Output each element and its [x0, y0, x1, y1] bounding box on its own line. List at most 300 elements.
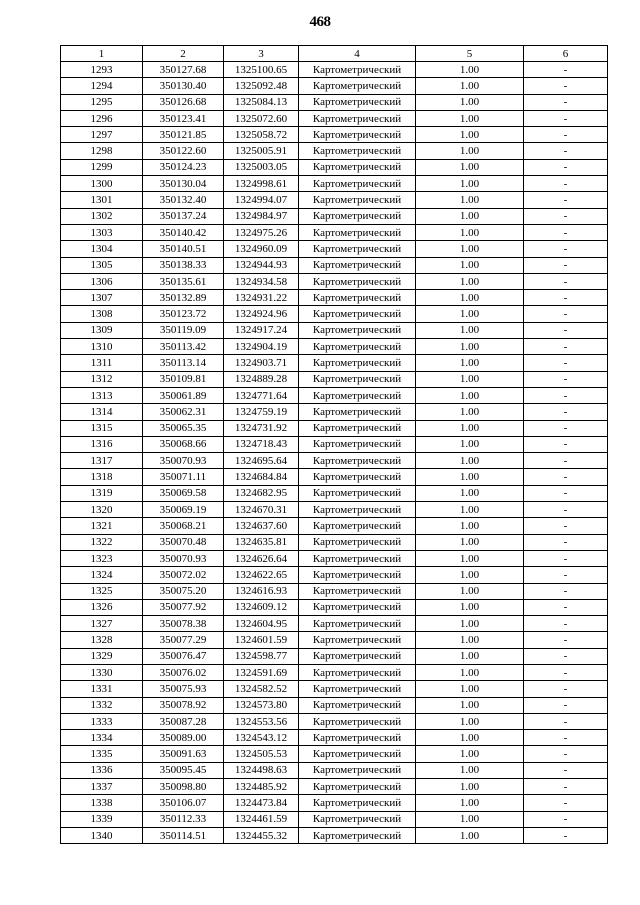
method-cell: Картометрический	[299, 387, 416, 403]
point-number-cell: 1311	[61, 355, 143, 371]
x-coordinate-cell: 350065.35	[143, 420, 224, 436]
note-cell: -	[524, 583, 608, 599]
note-cell: -	[524, 176, 608, 192]
x-coordinate-cell: 350072.02	[143, 567, 224, 583]
point-number-cell: 1324	[61, 567, 143, 583]
table-row	[61, 420, 608, 436]
y-coordinate-cell: 1324771.64	[224, 387, 299, 403]
y-coordinate-cell: 1324601.59	[224, 632, 299, 648]
x-coordinate-cell: 350076.02	[143, 664, 224, 680]
accuracy-cell: 1.00	[416, 550, 524, 566]
table-row	[61, 62, 608, 78]
table-row	[61, 583, 608, 599]
x-coordinate-cell: 350114.51	[143, 827, 224, 843]
x-coordinate-cell: 350068.66	[143, 436, 224, 452]
method-cell: Картометрический	[299, 257, 416, 273]
note-cell: -	[524, 290, 608, 306]
note-cell: -	[524, 436, 608, 452]
method-cell: Картометрический	[299, 567, 416, 583]
point-number-cell: 1315	[61, 420, 143, 436]
x-coordinate-cell: 350061.89	[143, 387, 224, 403]
y-coordinate-cell: 1324998.61	[224, 176, 299, 192]
x-coordinate-cell: 350078.92	[143, 697, 224, 713]
point-number-cell: 1295	[61, 94, 143, 110]
table-row	[61, 485, 608, 501]
x-coordinate-cell: 350077.29	[143, 632, 224, 648]
note-cell: -	[524, 664, 608, 680]
y-coordinate-cell: 1324461.59	[224, 811, 299, 827]
accuracy-cell: 1.00	[416, 420, 524, 436]
accuracy-cell: 1.00	[416, 762, 524, 778]
note-cell: -	[524, 371, 608, 387]
table-row	[61, 143, 608, 159]
note-cell: -	[524, 62, 608, 78]
note-cell: -	[524, 697, 608, 713]
accuracy-cell: 1.00	[416, 681, 524, 697]
y-coordinate-cell: 1324626.64	[224, 550, 299, 566]
accuracy-cell: 1.00	[416, 290, 524, 306]
point-number-cell: 1305	[61, 257, 143, 273]
method-cell: Картометрический	[299, 404, 416, 420]
method-cell: Картометрический	[299, 664, 416, 680]
x-coordinate-cell: 350087.28	[143, 713, 224, 729]
table-row	[61, 518, 608, 534]
y-coordinate-cell: 1324903.71	[224, 355, 299, 371]
note-cell: -	[524, 811, 608, 827]
table-row	[61, 713, 608, 729]
method-cell: Картометрический	[299, 94, 416, 110]
table-row	[61, 436, 608, 452]
y-coordinate-cell: 1324718.43	[224, 436, 299, 452]
point-number-cell: 1296	[61, 110, 143, 126]
table-row	[61, 746, 608, 762]
note-cell: -	[524, 420, 608, 436]
table-row	[61, 632, 608, 648]
point-number-cell: 1303	[61, 224, 143, 240]
note-cell: -	[524, 94, 608, 110]
accuracy-cell: 1.00	[416, 583, 524, 599]
method-cell: Картометрический	[299, 713, 416, 729]
table-row	[61, 697, 608, 713]
point-number-cell: 1328	[61, 632, 143, 648]
point-number-cell: 1325	[61, 583, 143, 599]
method-cell: Картометрический	[299, 583, 416, 599]
table-row	[61, 208, 608, 224]
x-coordinate-cell: 350127.68	[143, 62, 224, 78]
method-cell: Картометрический	[299, 371, 416, 387]
table-row	[61, 273, 608, 289]
table-row	[61, 664, 608, 680]
x-coordinate-cell: 350130.40	[143, 78, 224, 94]
y-coordinate-cell: 1324485.92	[224, 779, 299, 795]
note-cell: -	[524, 322, 608, 338]
method-cell: Картометрический	[299, 453, 416, 469]
point-number-cell: 1304	[61, 241, 143, 257]
accuracy-cell: 1.00	[416, 192, 524, 208]
table-row	[61, 290, 608, 306]
y-coordinate-cell: 1324582.52	[224, 681, 299, 697]
note-cell: -	[524, 453, 608, 469]
x-coordinate-cell: 350109.81	[143, 371, 224, 387]
accuracy-cell: 1.00	[416, 746, 524, 762]
y-coordinate-cell: 1325058.72	[224, 127, 299, 143]
y-coordinate-cell: 1325003.05	[224, 159, 299, 175]
x-coordinate-cell: 350123.41	[143, 110, 224, 126]
note-cell: -	[524, 746, 608, 762]
note-cell: -	[524, 143, 608, 159]
method-cell: Картометрический	[299, 273, 416, 289]
accuracy-cell: 1.00	[416, 567, 524, 583]
table-row	[61, 159, 608, 175]
x-coordinate-cell: 350098.80	[143, 779, 224, 795]
table-row	[61, 339, 608, 355]
point-number-cell: 1317	[61, 453, 143, 469]
point-number-cell: 1331	[61, 681, 143, 697]
note-cell: -	[524, 567, 608, 583]
accuracy-cell: 1.00	[416, 713, 524, 729]
note-cell: -	[524, 599, 608, 615]
column-header: 4	[299, 46, 416, 62]
accuracy-cell: 1.00	[416, 241, 524, 257]
y-coordinate-cell: 1324635.81	[224, 534, 299, 550]
point-number-cell: 1298	[61, 143, 143, 159]
y-coordinate-cell: 1324931.22	[224, 290, 299, 306]
accuracy-cell: 1.00	[416, 62, 524, 78]
table-row	[61, 176, 608, 192]
table-row	[61, 241, 608, 257]
y-coordinate-cell: 1324498.63	[224, 762, 299, 778]
point-number-cell: 1339	[61, 811, 143, 827]
table-row	[61, 224, 608, 240]
accuracy-cell: 1.00	[416, 322, 524, 338]
note-cell: -	[524, 713, 608, 729]
y-coordinate-cell: 1324573.80	[224, 697, 299, 713]
x-coordinate-cell: 350135.61	[143, 273, 224, 289]
y-coordinate-cell: 1324960.09	[224, 241, 299, 257]
note-cell: -	[524, 404, 608, 420]
note-cell: -	[524, 550, 608, 566]
x-coordinate-cell: 350122.60	[143, 143, 224, 159]
point-number-cell: 1334	[61, 730, 143, 746]
note-cell: -	[524, 224, 608, 240]
point-number-cell: 1309	[61, 322, 143, 338]
method-cell: Картометрический	[299, 208, 416, 224]
table-row	[61, 502, 608, 518]
method-cell: Картометрический	[299, 241, 416, 257]
point-number-cell: 1310	[61, 339, 143, 355]
table-row	[61, 811, 608, 827]
y-coordinate-cell: 1324553.56	[224, 713, 299, 729]
method-cell: Картометрический	[299, 632, 416, 648]
y-coordinate-cell: 1324917.24	[224, 322, 299, 338]
method-cell: Картометрический	[299, 339, 416, 355]
x-coordinate-cell: 350095.45	[143, 762, 224, 778]
point-number-cell: 1302	[61, 208, 143, 224]
note-cell: -	[524, 632, 608, 648]
point-number-cell: 1323	[61, 550, 143, 566]
note-cell: -	[524, 192, 608, 208]
accuracy-cell: 1.00	[416, 811, 524, 827]
page-number: 468	[309, 14, 331, 30]
accuracy-cell: 1.00	[416, 648, 524, 664]
note-cell: -	[524, 208, 608, 224]
point-number-cell: 1329	[61, 648, 143, 664]
y-coordinate-cell: 1324994.07	[224, 192, 299, 208]
method-cell: Картометрический	[299, 355, 416, 371]
y-coordinate-cell: 1324934.58	[224, 273, 299, 289]
x-coordinate-cell: 350089.00	[143, 730, 224, 746]
y-coordinate-cell: 1325005.91	[224, 143, 299, 159]
accuracy-cell: 1.00	[416, 110, 524, 126]
accuracy-cell: 1.00	[416, 518, 524, 534]
y-coordinate-cell: 1324924.96	[224, 306, 299, 322]
table-row	[61, 534, 608, 550]
table-body	[61, 62, 608, 844]
y-coordinate-cell: 1324473.84	[224, 795, 299, 811]
note-cell: -	[524, 127, 608, 143]
accuracy-cell: 1.00	[416, 208, 524, 224]
note-cell: -	[524, 827, 608, 843]
x-coordinate-cell: 350076.47	[143, 648, 224, 664]
note-cell: -	[524, 730, 608, 746]
x-coordinate-cell: 350119.09	[143, 322, 224, 338]
point-number-cell: 1297	[61, 127, 143, 143]
note-cell: -	[524, 110, 608, 126]
point-number-cell: 1316	[61, 436, 143, 452]
method-cell: Картометрический	[299, 795, 416, 811]
table-row	[61, 616, 608, 632]
point-number-cell: 1294	[61, 78, 143, 94]
point-number-cell: 1340	[61, 827, 143, 843]
y-coordinate-cell: 1324944.93	[224, 257, 299, 273]
table-row	[61, 355, 608, 371]
table-row	[61, 567, 608, 583]
x-coordinate-cell: 350069.58	[143, 485, 224, 501]
x-coordinate-cell: 350124.23	[143, 159, 224, 175]
method-cell: Картометрический	[299, 78, 416, 94]
x-coordinate-cell: 350070.93	[143, 550, 224, 566]
accuracy-cell: 1.00	[416, 697, 524, 713]
y-coordinate-cell: 1324609.12	[224, 599, 299, 615]
point-number-cell: 1307	[61, 290, 143, 306]
x-coordinate-cell: 350132.40	[143, 192, 224, 208]
x-coordinate-cell: 350113.14	[143, 355, 224, 371]
column-header: 3	[224, 46, 299, 62]
point-number-cell: 1326	[61, 599, 143, 615]
x-coordinate-cell: 350069.19	[143, 502, 224, 518]
x-coordinate-cell: 350077.92	[143, 599, 224, 615]
point-number-cell: 1293	[61, 62, 143, 78]
accuracy-cell: 1.00	[416, 339, 524, 355]
x-coordinate-cell: 350075.93	[143, 681, 224, 697]
note-cell: -	[524, 306, 608, 322]
y-coordinate-cell: 1324904.19	[224, 339, 299, 355]
method-cell: Картометрический	[299, 811, 416, 827]
table-row	[61, 110, 608, 126]
point-number-cell: 1332	[61, 697, 143, 713]
x-coordinate-cell: 350062.31	[143, 404, 224, 420]
y-coordinate-cell: 1324604.95	[224, 616, 299, 632]
y-coordinate-cell: 1324695.64	[224, 453, 299, 469]
method-cell: Картометрический	[299, 224, 416, 240]
table-row	[61, 453, 608, 469]
x-coordinate-cell: 350121.85	[143, 127, 224, 143]
note-cell: -	[524, 355, 608, 371]
method-cell: Картометрический	[299, 192, 416, 208]
point-number-cell: 1330	[61, 664, 143, 680]
y-coordinate-cell: 1324637.60	[224, 518, 299, 534]
table-row	[61, 127, 608, 143]
x-coordinate-cell: 350106.07	[143, 795, 224, 811]
coordinates-table	[60, 45, 608, 844]
point-number-cell: 1301	[61, 192, 143, 208]
y-coordinate-cell: 1324984.97	[224, 208, 299, 224]
method-cell: Картометрический	[299, 159, 416, 175]
point-number-cell: 1322	[61, 534, 143, 550]
accuracy-cell: 1.00	[416, 502, 524, 518]
method-cell: Картометрический	[299, 62, 416, 78]
method-cell: Картометрический	[299, 518, 416, 534]
table-row	[61, 599, 608, 615]
x-coordinate-cell: 350132.89	[143, 290, 224, 306]
accuracy-cell: 1.00	[416, 616, 524, 632]
table-row	[61, 257, 608, 273]
table-row	[61, 192, 608, 208]
accuracy-cell: 1.00	[416, 436, 524, 452]
accuracy-cell: 1.00	[416, 534, 524, 550]
note-cell: -	[524, 616, 608, 632]
table-row	[61, 94, 608, 110]
column-header: 2	[143, 46, 224, 62]
table-row	[61, 322, 608, 338]
method-cell: Картометрический	[299, 746, 416, 762]
note-cell: -	[524, 159, 608, 175]
y-coordinate-cell: 1324622.65	[224, 567, 299, 583]
table-row	[61, 469, 608, 485]
point-number-cell: 1314	[61, 404, 143, 420]
point-number-cell: 1299	[61, 159, 143, 175]
method-cell: Картометрический	[299, 827, 416, 843]
point-number-cell: 1313	[61, 387, 143, 403]
note-cell: -	[524, 681, 608, 697]
method-cell: Картометрический	[299, 762, 416, 778]
y-coordinate-cell: 1324591.69	[224, 664, 299, 680]
accuracy-cell: 1.00	[416, 159, 524, 175]
accuracy-cell: 1.00	[416, 94, 524, 110]
method-cell: Картометрический	[299, 322, 416, 338]
x-coordinate-cell: 350068.21	[143, 518, 224, 534]
y-coordinate-cell: 1325084.13	[224, 94, 299, 110]
y-coordinate-cell: 1325092.48	[224, 78, 299, 94]
accuracy-cell: 1.00	[416, 143, 524, 159]
method-cell: Картометрический	[299, 730, 416, 746]
x-coordinate-cell: 350137.24	[143, 208, 224, 224]
accuracy-cell: 1.00	[416, 404, 524, 420]
accuracy-cell: 1.00	[416, 176, 524, 192]
table-header-row	[61, 46, 608, 62]
table-row	[61, 404, 608, 420]
point-number-cell: 1318	[61, 469, 143, 485]
y-coordinate-cell: 1324975.26	[224, 224, 299, 240]
accuracy-cell: 1.00	[416, 599, 524, 615]
point-number-cell: 1321	[61, 518, 143, 534]
method-cell: Картометрический	[299, 469, 416, 485]
note-cell: -	[524, 795, 608, 811]
y-coordinate-cell: 1325072.60	[224, 110, 299, 126]
point-number-cell: 1312	[61, 371, 143, 387]
column-header: 6	[524, 46, 608, 62]
method-cell: Картометрический	[299, 110, 416, 126]
x-coordinate-cell: 350126.68	[143, 94, 224, 110]
x-coordinate-cell: 350123.72	[143, 306, 224, 322]
table-row	[61, 78, 608, 94]
x-coordinate-cell: 350078.38	[143, 616, 224, 632]
y-coordinate-cell: 1324543.12	[224, 730, 299, 746]
y-coordinate-cell: 1324455.32	[224, 827, 299, 843]
method-cell: Картометрический	[299, 616, 416, 632]
accuracy-cell: 1.00	[416, 453, 524, 469]
accuracy-cell: 1.00	[416, 664, 524, 680]
table-row	[61, 550, 608, 566]
accuracy-cell: 1.00	[416, 730, 524, 746]
point-number-cell: 1336	[61, 762, 143, 778]
point-number-cell: 1338	[61, 795, 143, 811]
y-coordinate-cell: 1324684.84	[224, 469, 299, 485]
accuracy-cell: 1.00	[416, 827, 524, 843]
note-cell: -	[524, 469, 608, 485]
column-header: 1	[61, 46, 143, 62]
y-coordinate-cell: 1324598.77	[224, 648, 299, 664]
note-cell: -	[524, 502, 608, 518]
y-coordinate-cell: 1324731.92	[224, 420, 299, 436]
x-coordinate-cell: 350140.42	[143, 224, 224, 240]
method-cell: Картометрический	[299, 485, 416, 501]
point-number-cell: 1333	[61, 713, 143, 729]
y-coordinate-cell: 1324889.28	[224, 371, 299, 387]
accuracy-cell: 1.00	[416, 387, 524, 403]
point-number-cell: 1300	[61, 176, 143, 192]
table-row	[61, 762, 608, 778]
table-row	[61, 306, 608, 322]
note-cell: -	[524, 241, 608, 257]
y-coordinate-cell: 1325100.65	[224, 62, 299, 78]
accuracy-cell: 1.00	[416, 485, 524, 501]
y-coordinate-cell: 1324670.31	[224, 502, 299, 518]
table-row	[61, 387, 608, 403]
note-cell: -	[524, 779, 608, 795]
table-row	[61, 648, 608, 664]
x-coordinate-cell: 350112.33	[143, 811, 224, 827]
note-cell: -	[524, 339, 608, 355]
method-cell: Картометрический	[299, 436, 416, 452]
x-coordinate-cell: 350070.93	[143, 453, 224, 469]
x-coordinate-cell: 350075.20	[143, 583, 224, 599]
x-coordinate-cell: 350130.04	[143, 176, 224, 192]
method-cell: Картометрический	[299, 420, 416, 436]
method-cell: Картометрический	[299, 306, 416, 322]
accuracy-cell: 1.00	[416, 257, 524, 273]
accuracy-cell: 1.00	[416, 355, 524, 371]
method-cell: Картометрический	[299, 779, 416, 795]
note-cell: -	[524, 534, 608, 550]
method-cell: Картометрический	[299, 143, 416, 159]
x-coordinate-cell: 350138.33	[143, 257, 224, 273]
accuracy-cell: 1.00	[416, 779, 524, 795]
method-cell: Картометрический	[299, 599, 416, 615]
point-number-cell: 1327	[61, 616, 143, 632]
point-number-cell: 1320	[61, 502, 143, 518]
y-coordinate-cell: 1324505.53	[224, 746, 299, 762]
